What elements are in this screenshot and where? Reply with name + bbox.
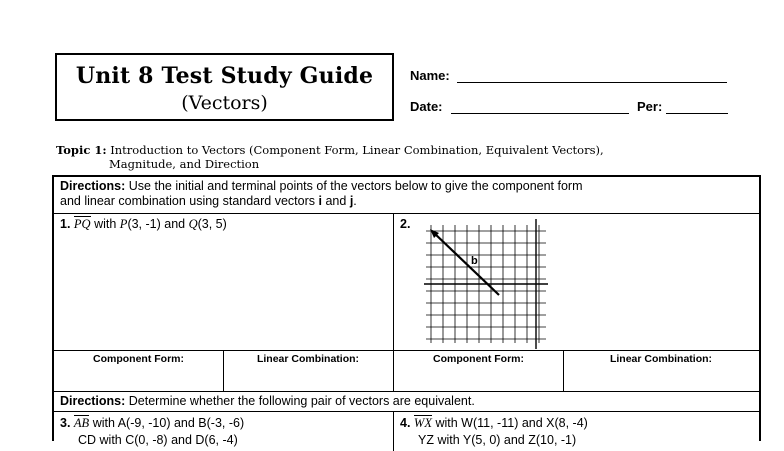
- linear-combination-header-2: Linear Combination:: [609, 353, 713, 365]
- vector-b-label: b: [471, 255, 478, 267]
- problem-4: [400, 416, 755, 448]
- coordinate-grid: [421, 217, 551, 352]
- problem-1-number: 1.: [60, 217, 71, 231]
- topic-label: Topic 1:: [56, 143, 107, 157]
- problem-3: [60, 416, 390, 448]
- problem-1-vector: PQ: [73, 217, 91, 231]
- problem-1-with: with: [94, 217, 117, 231]
- name-label: Name:: [410, 68, 450, 83]
- worksheet-table: [52, 175, 761, 447]
- directions-2-label: Directions:: [60, 394, 126, 408]
- page-subtitle: (Vectors): [181, 92, 268, 114]
- directions-1-text-b: and linear combination using standard vectors: [60, 194, 316, 208]
- title-box: [55, 53, 394, 121]
- problem-2-number: [400, 217, 410, 232]
- directions-1: [60, 179, 750, 209]
- problem-4-text: with W(11, -11) and X(8, -4): [435, 416, 588, 430]
- date-field[interactable]: [451, 113, 629, 114]
- directions-2: [60, 394, 750, 409]
- vector-i: i: [318, 194, 322, 208]
- directions-1-label: Directions:: [60, 179, 126, 193]
- problem-4-line2: YZ with Y(5, 0) and Z(10, -1): [418, 433, 577, 447]
- problem-4-number: 4.: [400, 416, 411, 430]
- topic-text-line2: Magnitude, and Direction: [109, 157, 260, 171]
- name-field[interactable]: [457, 82, 727, 83]
- problem-3-text: with A(-9, -10) and B(-3, -6): [92, 416, 245, 430]
- vector-j: j: [349, 194, 354, 208]
- directions-1-and: and: [325, 194, 347, 208]
- problem-1-p-coords: (3, -1) and: [127, 217, 186, 231]
- linear-combination-header-1: Linear Combination:: [256, 353, 360, 365]
- per-field[interactable]: [666, 113, 728, 114]
- date-label: Date:: [410, 99, 443, 114]
- topic-text-line1: Introduction to Vectors (Component Form, Linear Combination, Equivalent Vectors),: [110, 143, 604, 157]
- per-label: Per:: [637, 99, 663, 114]
- problem-3-vector: AB: [73, 416, 90, 430]
- problem-1: [60, 217, 227, 232]
- component-form-header-2: Component Form:: [433, 353, 524, 365]
- problem-4-vector: WX: [413, 416, 432, 430]
- problem-3-number: 3.: [60, 416, 71, 430]
- topic-heading: [56, 143, 736, 171]
- directions-2-text: Determine whether the following pair of vectors are equivalent.: [128, 394, 475, 408]
- problem-1-point-q: Q: [188, 217, 198, 231]
- problem-1-point-p: P: [119, 217, 128, 231]
- problem-2-number-text: 2.: [400, 217, 411, 231]
- directions-1-text-a: Use the initial and terminal points of the vectors below to give the component form: [128, 179, 583, 193]
- problem-3-line2: CD with C(0, -8) and D(6, -4): [78, 433, 238, 447]
- page-title: Unit 8 Test Study Guide: [75, 63, 374, 89]
- problem-1-q-coords: (3, 5): [197, 217, 227, 231]
- component-form-header-1: Component Form:: [93, 353, 184, 365]
- directions-1-period: .: [353, 194, 357, 208]
